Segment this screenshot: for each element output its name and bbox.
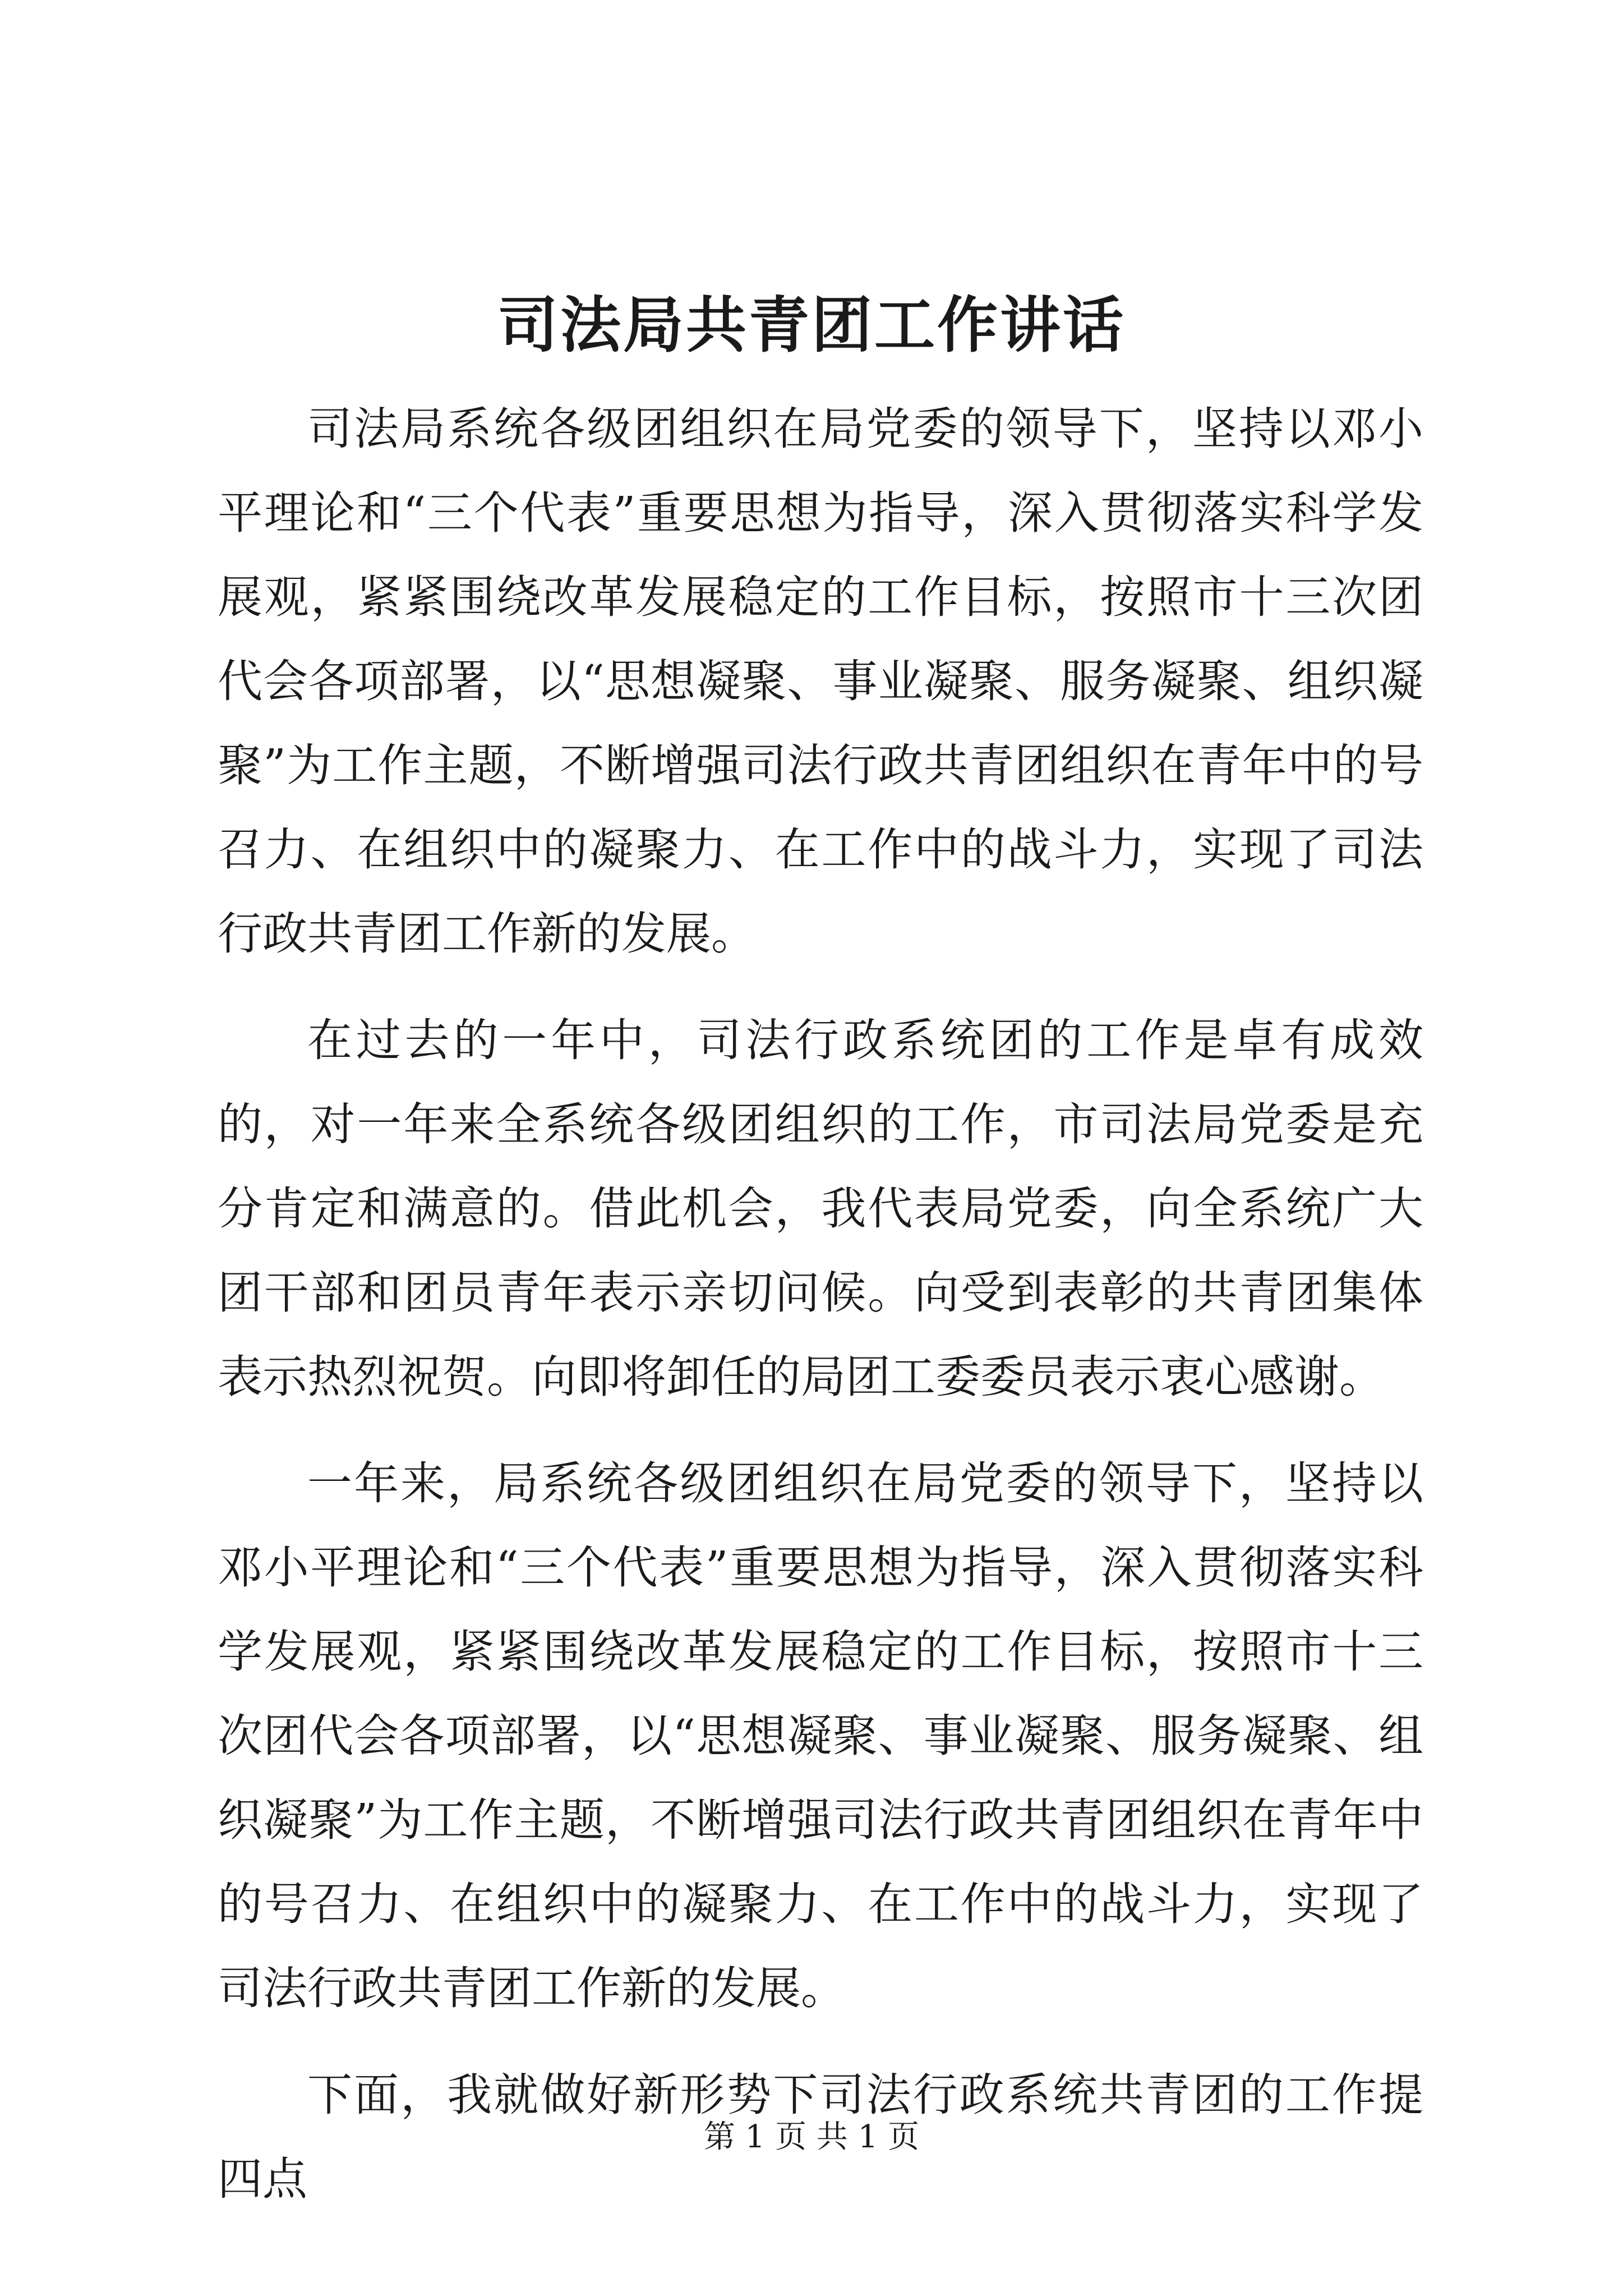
document-body [218,387,1423,2221]
page-footer: 第 1 页 共 1 页 [703,2119,920,2155]
document-title: 司法局共青团工作讲话 [497,290,1126,361]
paragraph-4: 下面，我就做好新形势下司法行政系统共青团的工作提四点 [218,2069,1423,2205]
paragraph-1: 司法局系统各级团组织在局党委的领导下，坚持以邓小平理论和“三个代表”重要思想为指导，深入贯彻落实科学发展观，紧紧围绕改革发展稳定的工作目标，按照市十三次团代会各项部署，以“思想凝聚、事业凝聚、服务凝聚、组织凝聚”为工作主题，不断增强司法行政共青团组织在青年中的号召力、在组织中的凝聚力、在工作中的战斗力，实现了司法行政共青团工作新的发展。 [218,403,1423,960]
paragraph-3: 一年来，局系统各级团组织在局党委的领导下，坚持以邓小平理论和“三个代表”重要思想为指导，深入贯彻落实科学发展观，紧紧围绕改革发展稳定的工作目标，按照市十三次团代会各项部署，以“思想凝聚、事业凝聚、服务凝聚、组织凝聚”为工作主题，不断增强司法行政共青团组织在青年中的号召力、在组织中的凝聚力、在工作中的战斗力，实现了司法行政共青团工作新的发展。 [218,1457,1423,2014]
paragraph-2: 在过去的一年中，司法行政系统团的工作是卓有成效的，对一年来全系统各级团组织的工作，市司法局党委是充分肯定和满意的。借此机会，我代表局党委，向全系统广大团干部和团员青年表示亲切问候。向受到表彰的共青团集体表示热烈祝贺。向即将卸任的局团工委委员表示衷心感谢。 [218,1014,1423,1403]
